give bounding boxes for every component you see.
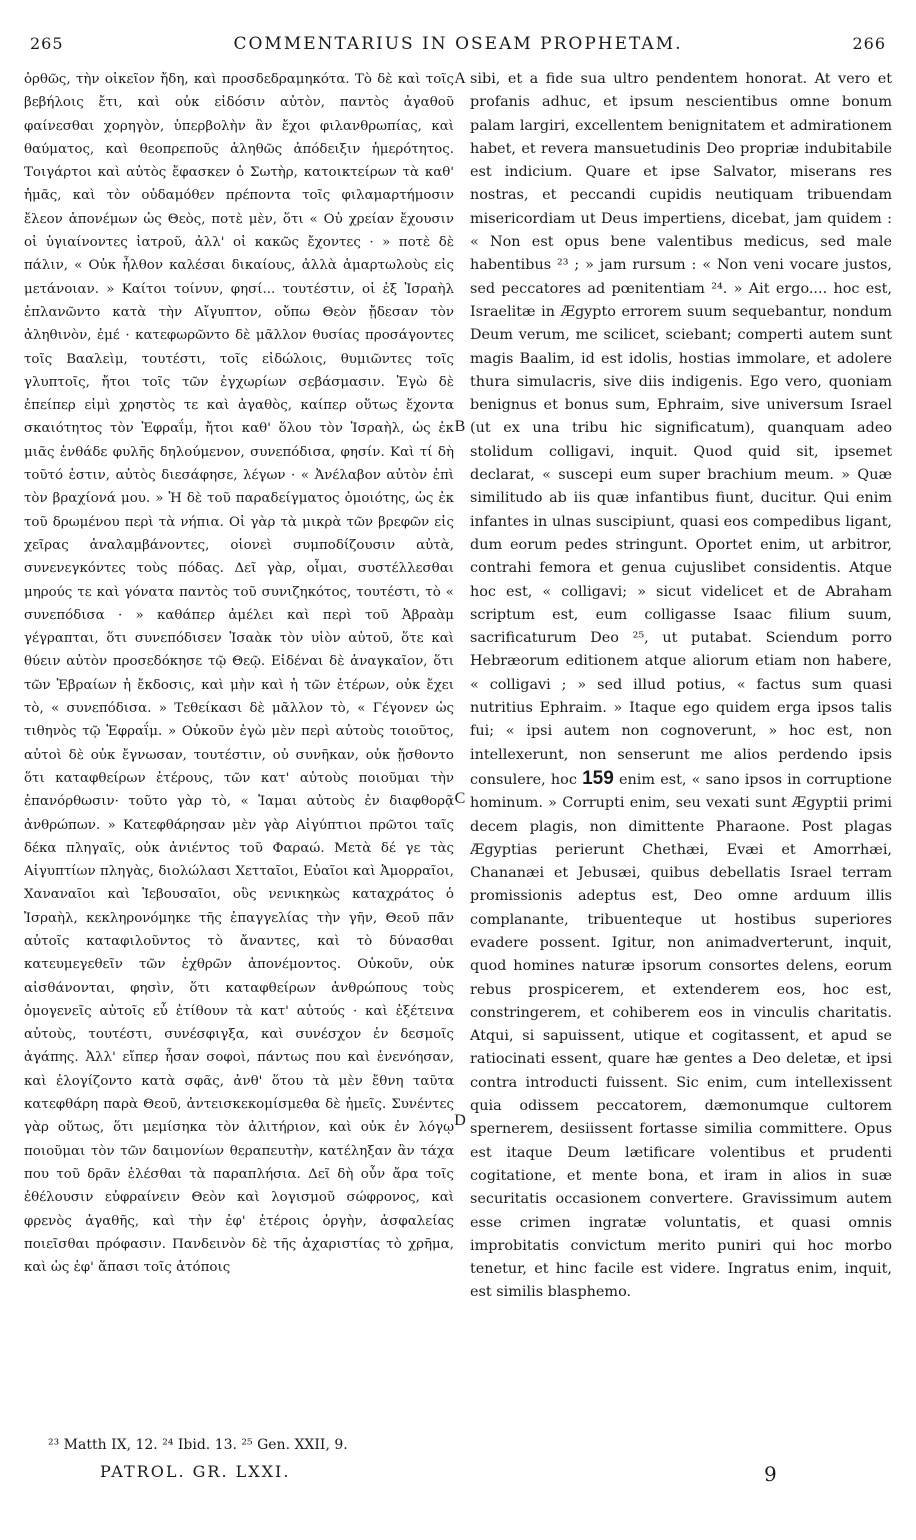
margin-marker-c: C (454, 790, 466, 807)
running-title: COMMENTARIUS IN OSEAM PROPHETAM. (233, 34, 683, 54)
column-number: 159 (582, 767, 614, 789)
margin-marker-b: B (454, 418, 466, 435)
signature-mark: 9 (764, 1462, 777, 1486)
series-label: PATROL. GR. LXXI. (100, 1462, 291, 1481)
page-footer (48, 1462, 868, 1488)
margin-marker-a: A (454, 70, 466, 87)
text-columns (24, 68, 892, 1458)
greek-column: ὀρθῶς, τὴν οἰκεῖον ἤδη, καὶ προσδεδραμηκότα. Τὸ δὲ καὶ τοῖς βεβήλοις ἔτι, καὶ οὐκ εἰδόσιν αὐτὸν, παντὸς ἀγαθοῦ φαίνεσθαι χορηγὸν, ὑπερβολὴν ἂν ἔχοι φιλανθρωπίας, καὶ θαύματος, καὶ θεοπρεποῦς ἀληθῶς ἀπόδειξιν ἡμερότητος. Τοιγάρτοι καὶ αὐτὸς ἔφασκεν ὁ Σωτὴρ, κατοικτείρων τὰ καθ' ἡμᾶς, καὶ τὸν οὐδαμόθεν πρέποντα τοῖς φιλαμαρτήμοσιν ἔλεον ἀπονέμων ὡς Θεὸς, ποτὲ μὲν, ὅτι « Οὐ χρείαν ἔχουσιν οἱ ὑγιαίνοντες ἰατροῦ, ἀλλ' οἱ κακῶς ἔχοντες · » ποτὲ δὲ πάλιν, « Οὐκ ἦλθον καλέσαι δικαίους, ἀλλὰ ἁμαρτωλοὺς εἰς μετάνοιαν. » Καίτοι τοίνυν, φησί... τουτέστιν, οἱ ἐξ Ἰσραὴλ ἐπλανῶντο κατὰ τὴν Αἴγυπτον, οὔπω Θεὸν ᾔδεσαν τὸν ἀληθινὸν, ἐμέ · κατεφωρῶντο δὲ μᾶλλον θυσίας προσάγοντες τοῖς Βααλεὶμ, τουτέστι, τοῖς εἰδώλοις, θυμιῶντες τοῖς γλυπτοῖς, ἤτοι τοῖς τῶν ἐγχωρίων σεβάσμασιν. Ἐγὼ δὲ ἐπείπερ εἰμὶ χρηστὸς τε καὶ ἀγαθὸς, καίπερ οὕτως ἔχοντα σκαιότητος τὸν Ἐφραΐμ, ἤτοι καθ' ὅλου τὸν Ἰσραὴλ, ὡς ἐκ μιᾶς ἐνθάδε φυλῆς δηλούμενον, συνεπόδισα, φησίν. Καὶ τί δὴ τοῦτό ἐστιν, αὐτὸς διεσάφησε, λέγων · « Ἀνέλαβον αὐτὸν ἐπὶ τὸν βραχίονά μου. » Ἡ δὲ τοῦ παραδείγματος ὁμοιότης, ὡς ἐκ τοῦ δρωμένου περὶ τὰ νήπια. Οἱ γὰρ τὰ μικρὰ τῶν βρεφῶν εἰς χεῖρας ἀναλαμβάνοντες, οἱονεὶ συμποδίζουσιν αὐτὰ, συνενεγκόντες τοὺς πόδας. Δεῖ γὰρ, οἶμαι, συστέλλεσθαι μηρούς τε καὶ γόνατα παντὸς τοῦ συνιζηκότος, τουτέστι, τὸ « συνεπόδισα · » καθάπερ ἀμέλει καὶ περὶ τοῦ Ἀβραὰμ γέγραπται, ὅτι συνεπόδισεν Ἰσαὰκ τὸν υἱὸν αὐτοῦ, ὅτε καὶ θύειν αὐτὸν προσεδόκησε τῷ Θεῷ. Εἰδέναι δὲ ἀναγκαῖον, ὅτι τῶν Ἑβραίων ἡ ἔκδοσις, καὶ μὴν καὶ ἡ τῶν ἑτέρων, οὐκ ἔχει τὸ, « συνεπόδισα. » Τεθείκασι δὲ μᾶλλον τὸ, « Γέγονεν ὡς τιθηνὸς τῷ Ἐφραΐμ. » Οὐκοῦν ἐγὼ μὲν περὶ αὐτοὺς τοιοῦτος, αὐτοὶ δὲ οὐκ ἔγνωσαν, τουτέστιν, οὐ συνῆκαν, οὐκ ᾔσθοντο ὅτι καταφθείρων ἑτέρους, τῶν κατ' αὐτοὺς ποιοῦμαι τὴν ἐπανόρθωσιν· τοῦτο γὰρ τὸ, « Ἰαμαι αὐτοὺς ἐν διαφθορᾷ ἀνθρώπων. » Κατεφθάρησαν μὲν γὰρ Αἰγύπτιοι πρῶτοι ταῖς δέκα πληγαῖς, οὐκ ἀνιέντος τοῦ Φαραώ. Μετὰ δέ γε τὰς Αἰγυπτίων πληγὰς, διολώλασι Χετταῖοι, Εὐαῖοι καὶ Ἀμορραῖοι, Χαναναῖοι καὶ Ἰεβουσαῖοι, οὓς νενικηκὼς καταχράτος ὁ Ἰσραὴλ, κεκληρονόμηκε τῆς ἐπαγγελίας τὴν γῆν, Θεοῦ πᾶν αὐτοῖς καταφιλοῦντος τὸ ἄναντες, καὶ τὸ δύνασθαι κατευμεγεθεῖν τῶν ἐχθρῶν ἀπονέμοντος. Οὐκοῦν, οὐκ αἰσθάνονται, φησὶν, ὅτι καταφθείρων ἀνθρώπους τοὺς ὁμογενεῖς αὐτοῖς εὖ ἐτίθουν τὰ κατ' αὐτούς · καὶ ἐξέτεινα αὐτοὺς, τουτέστι, συνέσφιγξα, καὶ συνέσχον ἐν δεσμοῖς ἀγάπης. Ἀλλ' εἴπερ ἦσαν σοφοὶ, πάντως που καὶ ἐνενόησαν, καὶ ἐλογίζοντο κατὰ σφᾶς, ἀνθ' ὅτου τὰ μὲν ἔθνη ταῦτα κατεφθάρη παρὰ Θεοῦ, ἀντεισκεκομίσμεθα δὲ ἡμεῖς. Συνέντες γὰρ οὕτως, ὅτι μεμίσηκα τὸν ἀλιτήριον, καὶ οὐκ ἐν λόγῳ ποιοῦμαι τὸν τῶν δαιμονίων θεραπευτὴν, κατέληξαν ἂν τάχα που τοῦ δρᾶν ἐλέσθαι τὰ παραπλήσια. Δεῖ δὴ οὖν ἄρα τοῖς ἐθέλουσιν εὐφραίνειν Θεὸν καὶ λογισμοῦ σώφρονος, καὶ φρενὸς ἀγαθῆς, καὶ τὴν ἐφ' ἑτέροις ὀργὴν, ἀσφαλείας ποιεῖσθαι πρόφασιν. Πανδεινὸν δὲ τῆς ἀχαριστίας τὸ χρῆμα, καὶ ὡς ἐφ' ἅπασι τοῖς ἀτόποις (24, 72, 454, 1276)
page-number-right: 266 (852, 34, 886, 53)
latin-text-part2: enim est, « sano ipsos in corruptione hominum. » Corrupti enim, seu vexati sunt Ægyptii primi decem plagis, non dimittente Pharaone. Post plagas Ægyptias perierunt Chethæi, Evæi et Amorrhæi, Chananæi et Jebusæi, quibus debellatis Israel terram promissionis adeptus est, Deo omne arduum illis complanante, tribuenteque ut hostibus superiores evadere possent. Igitur, non animadverterunt, inquit, quod homines naturæ ipsorum consortes delens, eorum rebus prospicerem, et extenderem eos, hoc est, constringerem, et cohiberem eos in vinculis charitatis. Atqui, si sapuissent, utique et cogitassent, et apud se ratiocinati essent, quare hæ gentes a Deo deletæ, et ipsi contra introducti fuissent. Sic enim, cum intellexissent quia odissem peccatorem, dæmonumque cultorem spernerem, desiissent fortasse similia committere. Opus est itaque Deum lætificare volentibus et prudenti cogitatione, et mente bona, et iram in alios in suæ securitatis occasionem convertere. Gravissimum autem esse crimen ingratæ voluntatis, et quasi omnis improbitatis convictum merito puniri qui hoc morbo tenetur, et hinc facile est videre. Ingratus enim, inquit, est similis blasphemo. (470, 771, 892, 1301)
footnotes: ²³ Matth IX, 12. ²⁴ Ibid. 13. ²⁵ Gen. XXII, 9. (48, 1437, 348, 1453)
page-number-left: 265 (30, 34, 64, 53)
margin-marker-d: D (454, 1112, 466, 1129)
latin-text-part1: sibi, et a fide sua ultro pendentem honorat. At vero et profanis adhuc, et ipsum nescientibus omne bonum palam largiri, excellentem benignitatem et admirationem habet, et revera mansuetudinis Deo propriæ indubitabile est indicium. Quare et ipse Salvator, miserans res nostras, et peccandi cupidis neutiquam tribuendam misericordiam ut Deus impertiens, dicebat, jam quidem : « Non est opus bene valentibus medicus, sed male habentibus ²³ ; » jam rursum : « Non veni vocare justos, sed peccatores ad pœnitentiam ²⁴. » Ait ergo.... hoc est, Israelitæ in Ægypto errorem suum sequebantur, nondum Deum verum, me scilicet, sciebant; comperti autem sunt magis Baalim, id est idolis, hostias immolare, et adolere thura simulacris, sive diis indigenis. Ego vero, quoniam benignus et bonus sum, Ephraim, sive universum Israel (ut ex una tribu hic significatum), quanquam adeo stolidum colligavi, inquit. Quod quid sit, ipsemet declarat, « suscepi eum super brachium meum. » Quæ similitudo ab iis quæ infantibus fiunt, ducitur. Qui enim infantes in ulnas suscipiunt, quasi eos compedibus ligant, dum eorum pedes stringunt. Oportet enim, ut arbitror, contrahi femora et genua cujuslibet considentis. Atque hoc est, « colligavi; » sicut videlicet et de Abraham scriptum est, eum colligasse Isaac filium suum, sacrificaturum Deo ²⁵, ut putabat. Sciendum porro Hebræorum editionem atque aliorum etiam non habere, « colligavi ; » sed illud potius, « factus sum quasi nutritius Ephraim. » Itaque ego quidem erga ipsos talis fui; « ipsi autem non cognoverunt, » hoc est, non intellexerunt, non senserunt me alios perdendo ipsis consulere, hoc (470, 71, 892, 788)
running-header (24, 30, 892, 60)
latin-column (470, 68, 892, 1458)
